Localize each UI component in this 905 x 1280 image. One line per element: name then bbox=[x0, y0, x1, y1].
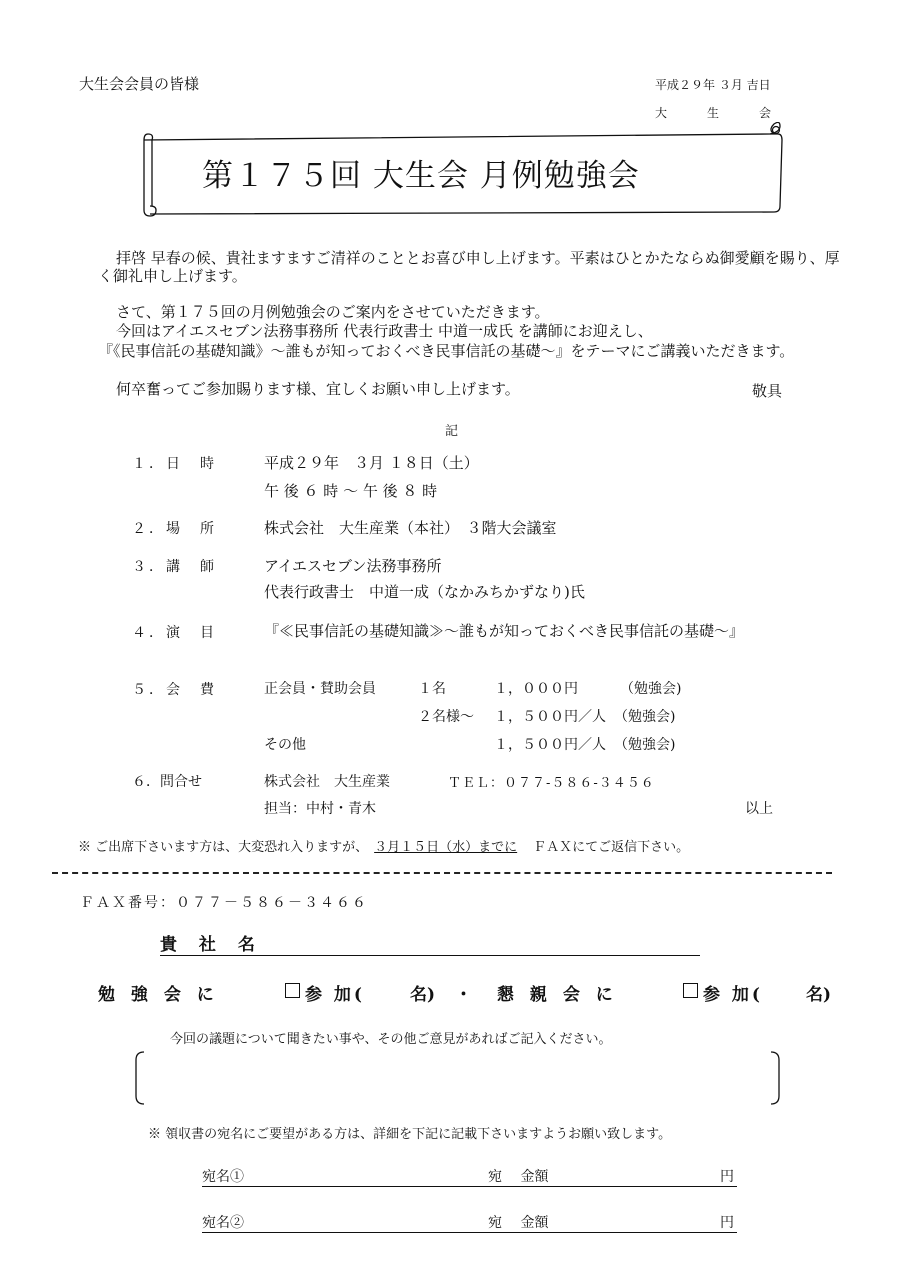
intro-theme: 『《民事信託の基礎知識》～誰もが知っておくべき民事信託の基礎～』をテーマにご講義いただきます。 bbox=[98, 342, 795, 360]
fee-label: ５．会 費 bbox=[132, 682, 217, 698]
receipt-row[interactable] bbox=[202, 1166, 737, 1187]
social-gathering-label: 懇 親 会 に bbox=[497, 985, 618, 1005]
study-session-label: 勉 強 会 に bbox=[98, 985, 219, 1005]
reply-deadline: ３月１５日（水）までに bbox=[374, 840, 518, 855]
social-attend-checkbox[interactable] bbox=[683, 983, 698, 998]
intro-lecturer: 今回はアイエスセブン法務事務所 代表行政書士 中道一成氏 を講師にお迎えし、 bbox=[116, 322, 653, 340]
company-name-field[interactable] bbox=[160, 955, 700, 956]
topic-value: 『≪民事信託の基礎知識≫～誰もが知っておくべき民事信託の基礎～』 bbox=[264, 622, 745, 640]
receipt-name-label: 宛名① bbox=[202, 1169, 244, 1185]
reply-notice-prefix: ※ ご出席下さいます方は、大変恐れ入りますが、 bbox=[78, 840, 369, 855]
place-label: ２．場 所 bbox=[132, 521, 217, 537]
ki-mark: 記 bbox=[445, 424, 459, 439]
social-count-field[interactable] bbox=[775, 980, 801, 998]
fee-count: ２名様～ bbox=[418, 709, 474, 725]
social-attend-option: 参 加( bbox=[703, 985, 763, 1005]
receipt-row[interactable] bbox=[202, 1212, 737, 1233]
study-attend-checkbox[interactable] bbox=[285, 983, 300, 998]
fee-note: （勉強会) bbox=[614, 709, 676, 725]
contact-tel: ＴＥＬ：０７７-５８６-３４５６ bbox=[448, 776, 655, 791]
lecturer-name: 代表行政書士 中道一成（なかみちかずなり)氏 bbox=[264, 583, 585, 601]
fee-price: １，５００円／人 bbox=[494, 737, 606, 753]
separator-dot: ・ bbox=[455, 985, 472, 1005]
study-count-field[interactable] bbox=[380, 980, 406, 998]
cut-line bbox=[52, 872, 832, 874]
receipt-yen: 円 bbox=[720, 1169, 734, 1185]
fee-price: １，０００円 bbox=[494, 681, 578, 697]
fee-count: １名 bbox=[418, 681, 446, 697]
banner-title: 第１７５回 大生会 月例勉強会 bbox=[202, 158, 640, 194]
comment-field[interactable] bbox=[150, 1054, 770, 1100]
fax-number: ＦＡＸ番号：０７７－５８６－３４６６ bbox=[80, 895, 368, 911]
date-label: １．日 時 bbox=[132, 456, 217, 472]
receipt-yen: 円 bbox=[720, 1215, 734, 1231]
fee-note: （勉強会) bbox=[620, 681, 682, 697]
sender: 大 生 会 bbox=[655, 106, 786, 120]
reply-notice bbox=[78, 836, 689, 855]
intro-request: 何卒奮ってご参加賜ります様、宜しくお願い申し上げます。 bbox=[116, 380, 520, 398]
fee-note: （勉強会) bbox=[614, 737, 676, 753]
study-attend-option: 参 加( bbox=[305, 985, 365, 1005]
reply-notice-suffix: ＦＡＸにてご返信下さい。 bbox=[533, 840, 690, 855]
contact-label: ６．問合せ bbox=[132, 774, 202, 790]
topic-label: ４．演 目 bbox=[132, 625, 217, 641]
date-value: 平成２９年 ３月 １８日（土） bbox=[264, 454, 479, 472]
contact-company: 株式会社 大生産業 bbox=[264, 774, 390, 790]
social-count-unit: 名) bbox=[806, 985, 832, 1005]
receipt-name-label: 宛名② bbox=[202, 1215, 244, 1231]
fee-who: 正会員・賛助会員 bbox=[264, 681, 376, 697]
comment-prompt: 今回の議題について聞きたい事や、その他ご意見があればご記入ください。 bbox=[170, 1032, 612, 1047]
intro-announcement: さて、第１７５回の月例勉強会のご案内をさせていただきます。 bbox=[116, 303, 550, 321]
receipt-note: ※ 領収書の宛名にご要望がある方は、詳細を下記に記載下さいますようお願い致します。 bbox=[148, 1127, 672, 1142]
receipt-amount-label: 宛 金額 bbox=[488, 1169, 549, 1185]
fee-price: １，５００円／人 bbox=[494, 709, 606, 725]
lecturer-label: ３．講 師 bbox=[132, 559, 217, 575]
closing-ijo: 以上 bbox=[745, 801, 773, 817]
fee-who: その他 bbox=[264, 737, 306, 753]
receipt-amount-label: 宛 金額 bbox=[488, 1215, 549, 1231]
time-value: 午 後 ６ 時 ～ 午 後 ８ 時 bbox=[264, 482, 438, 500]
closing-keigu: 敬具 bbox=[752, 382, 783, 400]
issue-date: 平成２９年 ３月 吉日 bbox=[655, 78, 771, 92]
place-value: 株式会社 大生産業（本社） ３階大会議室 bbox=[264, 519, 557, 537]
contact-person: 担当：中村・青木 bbox=[264, 801, 376, 817]
lecturer-office: アイエスセブン法務事務所 bbox=[264, 557, 442, 575]
addressee: 大生会会員の皆様 bbox=[79, 75, 200, 93]
intro-greeting: 拝啓 早春の候、貴社ますますご清祥のこととお喜び申し上げます。平素はひとかたならぬ御愛顧を賜り、厚く御礼申し上げます。 bbox=[98, 249, 840, 285]
study-count-unit: 名) bbox=[410, 985, 436, 1005]
company-name-label: 貴 社 名 bbox=[160, 935, 263, 955]
